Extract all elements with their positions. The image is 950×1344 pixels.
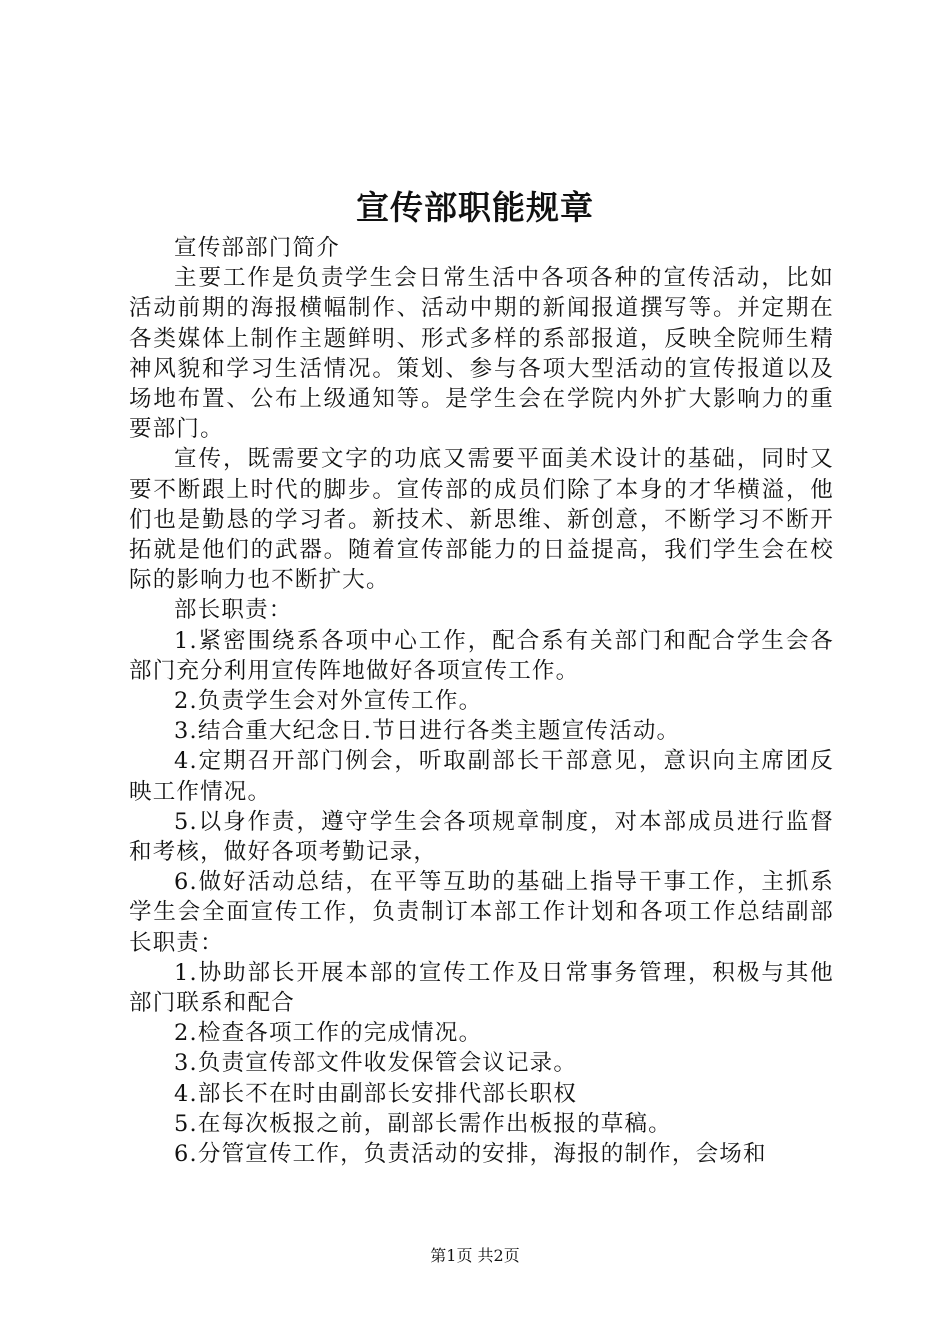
paragraph-minister-duty-1: 1.紧密围绕系各项中心工作，配合系有关部门和配合学生会各部门充分利用宣传阵地做好各项宣传工作。 [129, 627, 834, 684]
paragraph-deputy-duty-1: 1.协助部长开展本部的宣传工作及日常事务管理，积极与其他部门联系和配合 [129, 959, 834, 1017]
paragraph-minister-duty-2: 2.负责学生会对外宣传工作。 [174, 688, 483, 715]
paragraph-dept-intro-heading: 宣传部部门简介 [174, 235, 340, 261]
paragraph-deputy-duty-3: 3.负责宣传部文件收发保管会议记录。 [174, 1050, 578, 1077]
paragraph-deputy-duty-4: 4.部长不在时由副部长安排代部长职权 [174, 1080, 578, 1107]
paragraph-deputy-duty-2: 2.检查各项工作的完成情况。 [174, 1020, 483, 1047]
paragraph-minister-duty-6: 6.做好活动总结，在平等互助的基础上指导干事工作，主抓系学生会全面宣传工作，负责制订本部工作计划和各项工作总结副部长职责： [129, 869, 834, 956]
paragraph-minister-duty-3: 3.结合重大纪念日.节日进行各类主题宣传活动。 [174, 718, 681, 745]
document-title: 宣传部职能规章 [356, 188, 594, 227]
paragraph-main-work: 主要工作是负责学生会日常生活中各项各种的宣传活动，比如活动前期的海报横幅制作、活动中期的新闻报道撰写等。并定期在各类媒体上制作主题鲜明、形式多样的系部报道，反映全院师生精神风貌和学习生活情况。策划、参与各项大型活动的宣传报道以及场地布置、公布上级通知等。是学生会在学院内外扩大影响力的重要部门。 [129, 265, 834, 443]
paragraph-deputy-duty-6: 6.分管宣传工作，负责活动的安排，海报的制作，会场和 [174, 1141, 767, 1168]
paragraph-publicity: 宣传，既需要文字的功底又需要平面美术设计的基础，同时又要不断跟上时代的脚步。宣传部的成员们除了本身的才华横溢，他们也是勤恳的学习者。新技术、新思维、新创意，不断学习不断开拓就是他们的武器。随着宣传部能力的日益提高，我们学生会在校际的影响力也不断扩大。 [129, 446, 834, 594]
paragraph-minister-duties-heading: 部长职责： [174, 597, 293, 624]
paragraph-minister-duty-4: 4.定期召开部门例会，听取副部长干部意见，意识向主席团反映工作情况。 [129, 748, 834, 805]
paragraph-deputy-duty-5: 5.在每次板报之前，副部长需作出板报的草稿。 [174, 1110, 672, 1137]
paragraph-minister-duty-5: 5.以身作责，遵守学生会各项规章制度，对本部成员进行监督和考核，做好各项考勤记录， [129, 808, 834, 866]
document-body [129, 233, 834, 1169]
page-number-footer: 第1页 共2页 [430, 1246, 520, 1265]
